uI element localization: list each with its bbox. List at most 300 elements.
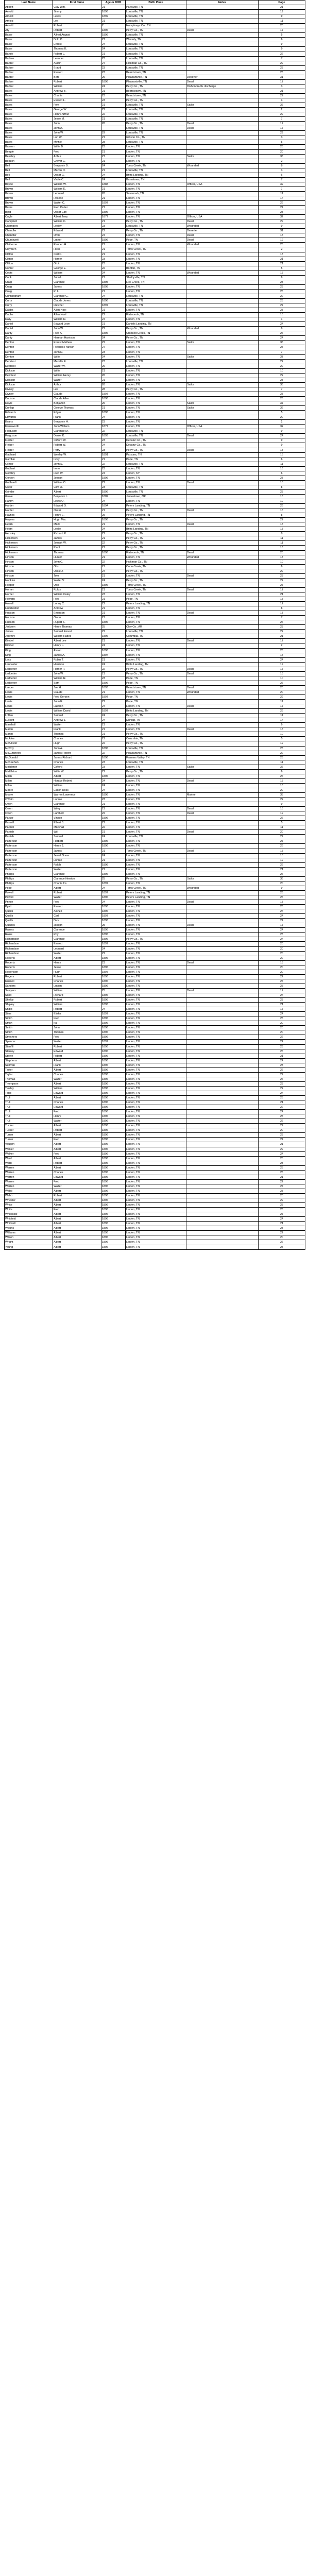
page-cell: 27 [259, 1212, 305, 1217]
notes-cell: Wounded [186, 243, 259, 247]
page-cell: 20 [259, 946, 305, 951]
table-row [5, 611, 305, 616]
age-or-dob-cell: 1896 [101, 1067, 126, 1072]
page-cell: 21 [259, 257, 305, 261]
column-header-page: Page [259, 1, 305, 5]
page-cell: 20 [259, 970, 305, 974]
table-row [5, 1044, 305, 1049]
page-cell: 26 [259, 1077, 305, 1081]
first-name-cell: Claude Allen [53, 396, 101, 401]
notes-cell [186, 694, 259, 699]
birth-place-cell: Linden, TN [126, 951, 186, 956]
page-cell: 6 [259, 38, 305, 42]
last-name-cell: Bates [5, 117, 53, 122]
table-row [5, 1012, 305, 1016]
page-cell: 7 [259, 387, 305, 392]
table-row [5, 853, 305, 858]
page-cell: 17 [259, 587, 305, 592]
first-name-cell: Clarence [53, 280, 101, 284]
notes-cell: Dead [186, 238, 259, 243]
age-or-dob-cell: 24 [101, 783, 126, 788]
first-name-cell: Roscoe [53, 196, 101, 200]
age-or-dob-cell: 1896 [101, 1133, 126, 1138]
age-or-dob-cell: 23 [101, 98, 126, 103]
birth-place-cell: Linden, TN [126, 341, 186, 345]
last-name-cell: Lewis [5, 704, 53, 709]
first-name-cell: William O. [53, 480, 101, 485]
page-cell: 17 [259, 667, 305, 671]
page-cell: 9 [259, 47, 305, 52]
notes-cell [186, 210, 259, 215]
age-or-dob-cell: 24 [101, 886, 126, 890]
page-cell: 24 [259, 206, 305, 210]
first-name-cell: Lonnie [53, 858, 101, 862]
table-row [5, 117, 305, 122]
table-row [5, 1222, 305, 1226]
table-row [5, 280, 305, 284]
table-row [5, 583, 305, 587]
last-name-cell: Tucker [5, 1128, 53, 1133]
birth-place-cell: Louisville, TN [126, 14, 186, 19]
page-cell: 7 [259, 350, 305, 354]
birth-place-cell: Linden, TN [126, 830, 186, 835]
birth-place-cell: Linden, TN [126, 1212, 186, 1217]
last-name-cell: Sanders [5, 984, 53, 988]
table-row [5, 317, 305, 322]
age-or-dob-cell: 1898 [101, 284, 126, 289]
page-cell: 19 [259, 238, 305, 243]
last-name-cell: Vaughn [5, 1142, 53, 1147]
age-or-dob-cell: 21 [101, 690, 126, 694]
page-cell: 19 [259, 10, 305, 14]
age-or-dob-cell: 1897 [101, 914, 126, 919]
first-name-cell: Fletcher [53, 303, 101, 308]
first-name-cell: Everett [53, 905, 101, 909]
first-name-cell: Andrew J. [53, 718, 101, 723]
last-name-cell: Gilmer [5, 462, 53, 466]
page-cell: 26 [259, 1170, 305, 1175]
last-name-cell: Trull [5, 1105, 53, 1110]
table-row [5, 457, 305, 462]
notes-cell: Wounded [186, 886, 259, 890]
birth-place-cell: Linden, TN [126, 378, 186, 382]
table-row [5, 1194, 305, 1198]
birth-place-cell: Beardstown, TN [126, 685, 186, 690]
page-cell: 26 [259, 1067, 305, 1072]
age-or-dob-cell: 1896 [101, 937, 126, 942]
first-name-cell: William E. [53, 187, 101, 191]
birth-place-cell: Linden, TN [126, 1026, 186, 1030]
first-name-cell: Clifford W. [53, 438, 101, 443]
table-row [5, 914, 305, 919]
table-row [5, 303, 305, 308]
last-name-cell: Milan [5, 778, 53, 783]
first-name-cell: Fred [53, 900, 101, 905]
first-name-cell: Robert [53, 998, 101, 1003]
age-or-dob-cell: 1896 [101, 1231, 126, 1235]
birth-place-cell: Linden, TN [126, 1058, 186, 1063]
last-name-cell: Ferguson [5, 434, 53, 438]
age-or-dob-cell: 1896 [101, 28, 126, 33]
table-row [5, 187, 305, 191]
age-or-dob-cell: 1896 [101, 984, 126, 988]
page-cell: 24 [259, 1091, 305, 1095]
age-or-dob-cell: 24 [101, 704, 126, 709]
birth-place-cell: Linden, TN [126, 1081, 186, 1086]
age-or-dob-cell: 1893 [101, 685, 126, 690]
table-row [5, 168, 305, 173]
page-cell: 24 [259, 1012, 305, 1016]
last-name-cell: Stephens [5, 1058, 53, 1063]
birth-place-cell: Barnstown, TN [126, 177, 186, 182]
page-cell: 22 [259, 1198, 305, 1203]
table-row [5, 1040, 305, 1044]
age-or-dob-cell: 23 [101, 438, 126, 443]
page-cell: 20 [259, 830, 305, 835]
last-name-cell: Whiteside [5, 1212, 53, 1217]
page-cell: 3 [259, 84, 305, 89]
notes-cell [186, 70, 259, 75]
first-name-cell: Reuben H. [53, 243, 101, 247]
birth-place-cell: Beardstown, TN [126, 93, 186, 98]
table-row [5, 224, 305, 229]
age-or-dob-cell: 21 [101, 867, 126, 872]
notes-cell [186, 471, 259, 476]
last-name-cell: Dodson [5, 396, 53, 401]
birth-place-cell: Perry Co., TN [126, 532, 186, 536]
page-cell: 22 [259, 974, 305, 979]
table-row [5, 1035, 305, 1040]
first-name-cell: Allen Noel [53, 308, 101, 313]
notes-cell [186, 541, 259, 546]
notes-cell: Dead [186, 960, 259, 965]
age-or-dob-cell: 1896 [101, 1077, 126, 1081]
table-row [5, 550, 305, 555]
first-name-cell: Jimmy [53, 10, 101, 14]
table-row [5, 75, 305, 79]
age-or-dob-cell: 21 [101, 732, 126, 737]
last-name-cell: Milan [5, 783, 53, 788]
birth-place-cell: Linden, TN [126, 867, 186, 872]
birth-place-cell: Linden, TN [126, 946, 186, 951]
age-or-dob-cell: 1896 [101, 1203, 126, 1208]
last-name-cell: Clifton [5, 252, 53, 257]
age-or-dob-cell: 1896 [101, 634, 126, 639]
page-cell: 24 [259, 937, 305, 942]
last-name-cell: Wright [5, 1240, 53, 1245]
table-row [5, 145, 305, 149]
notes-cell: Dead [186, 778, 259, 783]
first-name-cell: Oscar [53, 616, 101, 620]
first-name-cell: Hugh [53, 741, 101, 746]
first-name-cell: Fred [53, 1151, 101, 1156]
notes-cell [186, 261, 259, 266]
table-row [5, 597, 305, 602]
birth-place-cell: Linden, TN [126, 858, 186, 862]
first-name-cell: Ivory [53, 457, 101, 462]
page-cell: 20 [259, 1026, 305, 1030]
first-name-cell: Rupert S. [53, 620, 101, 625]
last-name-cell: Farnsworth [5, 425, 53, 429]
last-name-cell: Haynes [5, 518, 53, 522]
first-name-cell: Lon W. [53, 135, 101, 140]
table-row [5, 727, 305, 732]
age-or-dob-cell: 24 [101, 294, 126, 298]
first-name-cell: Fredrick Franklin [53, 345, 101, 350]
notes-cell [186, 140, 259, 145]
age-or-dob-cell: 22 [101, 480, 126, 485]
first-name-cell: John D. [53, 350, 101, 354]
notes-cell: Sailor [186, 382, 259, 387]
last-name-cell: Depriest [5, 359, 53, 364]
first-name-cell: Robert [53, 24, 101, 28]
last-name-cell: Hudson [5, 611, 53, 616]
age-or-dob-cell: 24 [101, 42, 126, 47]
table-row [5, 1021, 305, 1026]
notes-cell [186, 602, 259, 606]
age-or-dob-cell: 21 [101, 135, 126, 140]
last-name-cell: Young [5, 1245, 53, 1249]
last-name-cell: Churchwell [5, 238, 53, 243]
first-name-cell: Mark [53, 522, 101, 527]
page-cell: 12 [259, 602, 305, 606]
first-name-cell: Ossie J. [53, 569, 101, 573]
last-name-cell: Bell [5, 177, 53, 182]
first-name-cell: John W. [53, 131, 101, 135]
first-name-cell: Ernest Mathew [53, 341, 101, 345]
age-or-dob-cell: 1896 [101, 872, 126, 876]
birth-place-cell: Linden, TN [126, 1049, 186, 1054]
page-cell: 3 [259, 135, 305, 140]
age-or-dob-cell: 1896 [101, 1086, 126, 1091]
page-cell: 26 [259, 774, 305, 778]
table-row [5, 1007, 305, 1012]
age-or-dob-cell: 1896 [101, 476, 126, 480]
table-row [5, 5, 305, 10]
notes-cell [186, 816, 259, 821]
table-row [5, 783, 305, 788]
birth-place-cell: Perry Co., TN [126, 518, 186, 522]
last-name-cell: Stanley [5, 1049, 53, 1054]
age-or-dob-cell: 1896 [101, 1063, 126, 1067]
first-name-cell: Robert [53, 890, 101, 895]
age-or-dob-cell: 1896 [101, 1030, 126, 1035]
birth-place-cell: Linden, TN [126, 778, 186, 783]
page-cell: 24 [259, 928, 305, 933]
first-name-cell: Herman Harrison [53, 336, 101, 341]
last-name-cell: Kimbel [5, 639, 53, 643]
notes-cell [186, 1124, 259, 1128]
age-or-dob-cell: 1896 [101, 746, 126, 751]
first-name-cell: Leonard [53, 946, 101, 951]
page-cell: 9 [259, 802, 305, 807]
table-row [5, 448, 305, 452]
birth-place-cell: Perry Co., TN [126, 769, 186, 774]
first-name-cell: James [53, 284, 101, 289]
first-name-cell: Fred W. [53, 471, 101, 476]
table-row [5, 1231, 305, 1235]
first-name-cell: Oscar [53, 509, 101, 513]
page-cell: 1 [259, 317, 305, 322]
page-cell: 22 [259, 1035, 305, 1040]
table-row [5, 182, 305, 187]
first-name-cell: Herbert [53, 839, 101, 844]
table-row [5, 1203, 305, 1208]
page-cell: 24 [259, 1058, 305, 1063]
first-name-cell: Daniel K. [53, 434, 101, 438]
first-name-cell: Samuel [53, 714, 101, 718]
notes-cell: Dead [186, 988, 259, 993]
notes-cell [186, 364, 259, 368]
birth-place-cell: Toms Creek, TN [126, 583, 186, 587]
table-row [5, 970, 305, 974]
last-name-cell: Taylor [5, 1067, 53, 1072]
last-name-cell: Taylor [5, 1072, 53, 1077]
page-cell: 8 [259, 606, 305, 611]
table-row [5, 1100, 305, 1105]
first-name-cell: Lee [53, 19, 101, 24]
age-or-dob-cell: 29 [101, 131, 126, 135]
birth-place-cell: Linden, TN [126, 350, 186, 354]
page-cell: 16 [259, 466, 305, 471]
last-name-cell: Luckett [5, 718, 53, 723]
notes-cell [186, 970, 259, 974]
table-row [5, 532, 305, 536]
column-header-last-name: Last Name [5, 1, 53, 5]
first-name-cell: Albert [53, 1147, 101, 1151]
table-row [5, 681, 305, 685]
last-name-cell: Harder [5, 509, 53, 513]
birth-place-cell: Perry Co., TN [126, 98, 186, 103]
table-row [5, 513, 305, 518]
last-name-cell: King [5, 653, 53, 657]
page-cell: 18 [259, 783, 305, 788]
page-cell: 2 [259, 643, 305, 648]
first-name-cell: Warren Lawrence [53, 792, 101, 797]
first-name-cell: Thomas [53, 1030, 101, 1035]
last-name-cell: Bates [5, 135, 53, 140]
age-or-dob-cell: 1877 [101, 215, 126, 219]
age-or-dob-cell: 21 [101, 406, 126, 411]
first-name-cell: Albert [53, 1156, 101, 1161]
page-cell: 22 [259, 52, 305, 56]
age-or-dob-cell: 1896 [101, 1184, 126, 1189]
page-cell: 11 [259, 191, 305, 196]
birth-place-cell: Linden, TN [126, 1189, 186, 1193]
notes-cell [186, 643, 259, 648]
age-or-dob-cell: 24 [101, 643, 126, 648]
notes-cell [186, 895, 259, 900]
last-name-cell: Parker [5, 816, 53, 821]
last-name-cell: Brown [5, 191, 53, 196]
last-name-cell: Grove [5, 494, 53, 499]
notes-cell [186, 933, 259, 937]
page-cell: 25 [259, 984, 305, 988]
last-name-cell: Fielder [5, 448, 53, 452]
last-name-cell: Bates [5, 140, 53, 145]
page-cell: 24 [259, 336, 305, 341]
page-cell: 15 [259, 270, 305, 275]
table-row [5, 700, 305, 704]
page-cell: 26 [259, 890, 305, 895]
notes-cell [186, 452, 259, 457]
first-name-cell: James [53, 849, 101, 853]
birth-place-cell: Linden, TN [126, 1100, 186, 1105]
age-or-dob-cell: 1896 [101, 1194, 126, 1198]
notes-cell [186, 625, 259, 630]
birth-place-cell: Linden, TN [126, 1021, 186, 1026]
first-name-cell: Fred [53, 1208, 101, 1212]
first-name-cell: Robert [53, 28, 101, 33]
birth-place-cell: Peters Landing, TN [126, 602, 186, 606]
birth-place-cell: Linden, TN [126, 1184, 186, 1189]
birth-place-cell: Louisville, TN [126, 303, 186, 308]
age-or-dob-cell: 21 [101, 657, 126, 662]
notes-cell [186, 1049, 259, 1054]
age-or-dob-cell: 23 [101, 56, 126, 61]
last-name-cell: Lewis [5, 700, 53, 704]
first-name-cell: William [53, 783, 101, 788]
page-cell: 25 [259, 1165, 305, 1170]
table-row [5, 33, 305, 38]
birth-place-cell: Bonton, TN [126, 266, 186, 270]
age-or-dob-cell: 21 [101, 830, 126, 835]
last-name-cell: Craig [5, 280, 53, 284]
page-cell: 26 [259, 844, 305, 849]
age-or-dob-cell: 28 [101, 387, 126, 392]
notes-cell [186, 47, 259, 52]
last-name-cell: James [5, 630, 53, 634]
last-name-cell: McAllister [5, 741, 53, 746]
birth-place-cell: Linden, TN [126, 933, 186, 937]
last-name-cell: Baker [5, 33, 53, 38]
last-name-cell: Thomas [5, 1077, 53, 1081]
notes-cell [186, 5, 259, 10]
birth-place-cell: Louisville, TN [126, 56, 186, 61]
last-name-cell: Daniel [5, 327, 53, 331]
first-name-cell: Jesse M. [53, 117, 101, 122]
notes-cell [186, 1058, 259, 1063]
age-or-dob-cell: 22 [101, 462, 126, 466]
last-name-cell: Pope [5, 886, 53, 890]
table-row [5, 499, 305, 504]
notes-cell [186, 723, 259, 727]
notes-cell: Dead [186, 671, 259, 676]
page-cell: 18 [259, 597, 305, 602]
first-name-cell: James [53, 536, 101, 541]
notes-cell [186, 1119, 259, 1124]
last-name-cell: Dunlap [5, 406, 53, 411]
table-row [5, 564, 305, 569]
birth-place-cell: Linden, TN [126, 611, 186, 616]
birth-place-cell: Linden, TN [126, 261, 186, 266]
age-or-dob-cell: 1896 [101, 1091, 126, 1095]
notes-cell [186, 1021, 259, 1026]
birth-place-cell: Louisville, TN [126, 429, 186, 434]
birth-place-cell: Linden, TN [126, 704, 186, 709]
age-or-dob-cell: 1896 [101, 489, 126, 494]
first-name-cell: Willie [53, 368, 101, 373]
age-or-dob-cell: 21 [101, 597, 126, 602]
age-or-dob-cell: 21 [101, 457, 126, 462]
notes-cell [186, 1016, 259, 1021]
page-cell: 11 [259, 714, 305, 718]
table-row [5, 434, 305, 438]
table-row [5, 210, 305, 215]
table-row [5, 420, 305, 425]
first-name-cell: Albert [53, 1067, 101, 1072]
birth-place-cell: Louisville, TN [126, 52, 186, 56]
